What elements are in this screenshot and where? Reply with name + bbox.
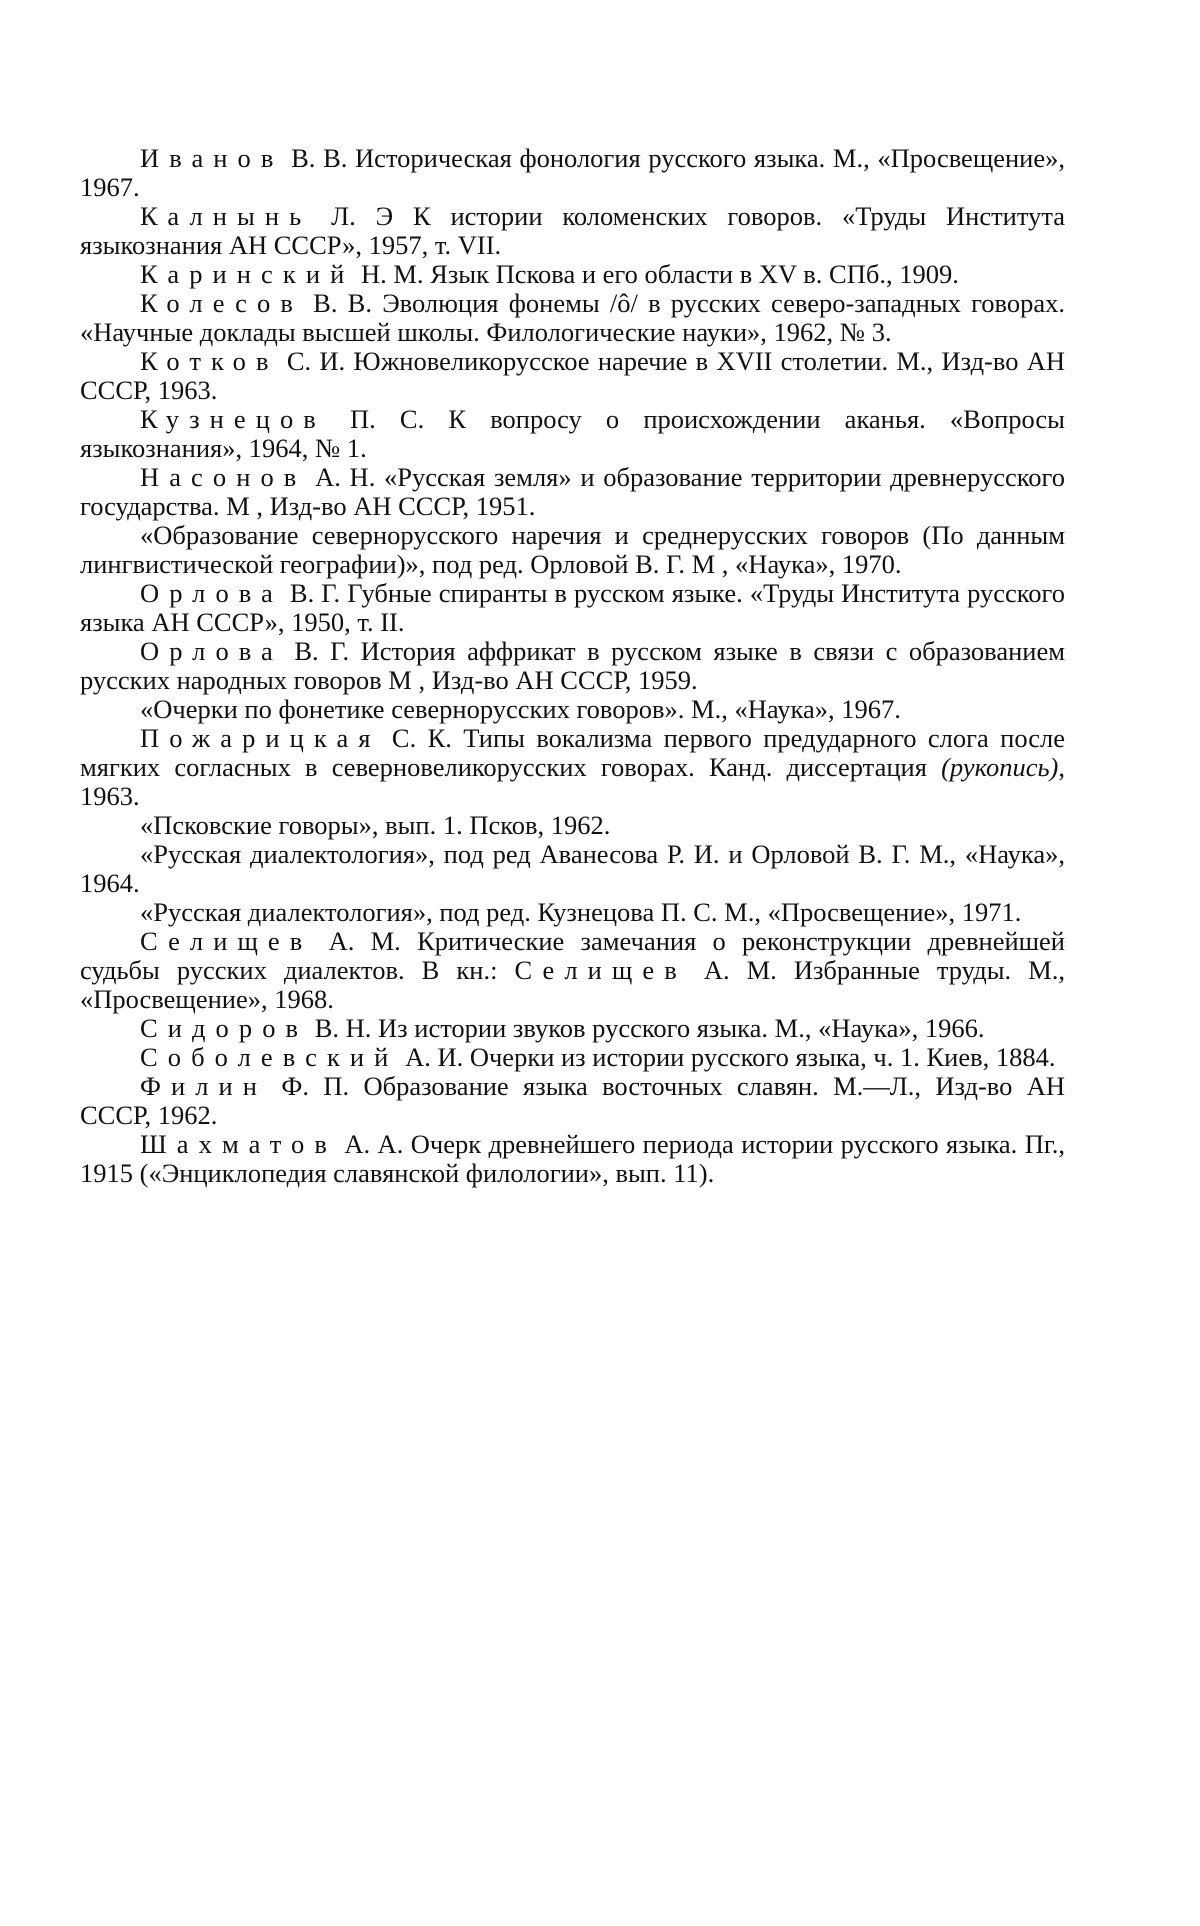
entry-text: Н. М. Язык Пскова и его области в XV в. СПб., 1909. [354, 259, 959, 289]
bibliography-entry [80, 463, 1065, 521]
bibliography-entry [80, 1014, 1065, 1043]
entry-author: Селищев [140, 926, 313, 956]
entry-text: «Русская диалектология», под ред. Кузнецова П. С. М., «Просвещение», 1971. [140, 897, 1022, 927]
entry-italic-note: (рукопись) [941, 752, 1059, 782]
bibliography-entry [80, 1043, 1065, 1072]
entry-text: А. И. Очерки из истории русского языка, ч. 1. Киев, 1884. [398, 1042, 1056, 1072]
entry-text: «Русская диалектология», под ред Аванесова Р. И. и Орловой В. Г. М., «Наука», 1964. [80, 839, 1065, 898]
entry-author: Колесов [140, 288, 303, 318]
entry-text: В. Г. История аффрикат в русском языке в связи с образованием русских народных говоров М , Изд-во АН СССР, 1959. [80, 636, 1065, 695]
entry-text: С. К. Типы вокализма первого предударного слога после мягких согласных в северновеликорусских говорах. Канд. диссертация [80, 723, 1065, 782]
entry-author: Орлова [140, 636, 283, 666]
entry-text-tail: , 1963. [80, 752, 1065, 811]
entry-text: П. С. К вопросу о происхождении аканья. «Вопросы языкознания», 1964, № 1. [80, 404, 1065, 463]
entry-text: «Образование севернорусского наречия и среднерусских говоров (По данным лингвистической географии)», под ред. Орловой В. Г. М , «Наука», 1970. [80, 520, 1065, 579]
bibliography-entry [80, 637, 1065, 695]
entry-text: «Очерки по фонетике севернорусских говоров». М., «Наука», 1967. [140, 694, 901, 724]
bibliography-entry [80, 521, 1065, 579]
bibliography-entry [80, 347, 1065, 405]
entry-text: В. Н. Из истории звуков русского языка. М., «Наука», 1966. [308, 1013, 985, 1043]
entry-author: Соболевский [140, 1042, 399, 1072]
entry-text: Л. Э К истории коломенских говоров. «Труды Института языкознания АН СССР», 1957, т. VII. [80, 201, 1065, 260]
bibliography-entry [80, 405, 1065, 463]
entry-author: Пожарицкая [140, 723, 381, 753]
entry-text: В. В. Эволюция фонемы /ô/ в русских северо-западных говорах. «Научные доклады высшей школы. Филологические науки», 1962, № 3. [80, 288, 1065, 347]
entry-author: Кузнецов [140, 404, 326, 434]
entry-author-secondary: Селищев [514, 955, 687, 985]
entry-author: Насонов [140, 462, 307, 492]
entry-text: В. Г. Губные спиранты в русском языке. «Труды Института русского языка АН СССР», 1950, т. II. [80, 578, 1065, 637]
entry-text: А. М. Критические замечания о реконструкции древнейшей судьбы русских диалектов. В кн.: [80, 926, 1065, 985]
bibliography-entry [80, 1072, 1065, 1130]
entry-author: Сидоров [140, 1013, 309, 1043]
bibliography-entry [80, 724, 1065, 811]
entry-author: Калнынь [140, 201, 312, 231]
bibliography-entry [80, 695, 1065, 724]
bibliography-entry [80, 202, 1065, 260]
bibliography-entry [80, 579, 1065, 637]
entry-author: Шахматов [140, 1129, 337, 1159]
bibliography-entry [80, 811, 1065, 840]
bibliography-entry [80, 840, 1065, 898]
bibliography-page [80, 144, 1065, 1188]
entry-text: А. А. Очерк древнейшего периода истории русского языка. Пг., 1915 («Энциклопедия славянской филологии», вып. 11). [80, 1129, 1065, 1188]
entry-author: Каринский [140, 259, 355, 289]
bibliography-entry [80, 927, 1065, 1014]
bibliography-entry [80, 144, 1065, 202]
entry-text: «Псковские говоры», вып. 1. Псков, 1962. [140, 810, 611, 840]
entry-author: Орлова [140, 578, 283, 608]
entry-author: Филин [140, 1071, 268, 1101]
entry-text-tail: А. М. Избранные труды. М., «Просвещение», 1968. [80, 955, 1065, 1014]
bibliography-entry [80, 260, 1065, 289]
entry-text: Ф. П. Образование языка восточных славян. М.—Л., Изд-во АН СССР, 1962. [80, 1071, 1065, 1130]
entry-text: В. В. Историческая фонология русского языка. М., «Просвещение», 1967. [80, 143, 1065, 202]
entry-text: С. И. Южновеликорусское наречие в XVII столетии. М., Изд-во АН СССР, 1963. [80, 346, 1065, 405]
entry-author: Иванов [140, 143, 284, 173]
entry-text: А. Н. «Русская земля» и образование территории древнерусского государства. М , Изд-во АН СССР, 1951. [80, 462, 1065, 521]
entry-author: Котков [140, 346, 279, 376]
bibliography-entry [80, 1130, 1065, 1188]
bibliography-entry [80, 898, 1065, 927]
bibliography-entry [80, 289, 1065, 347]
